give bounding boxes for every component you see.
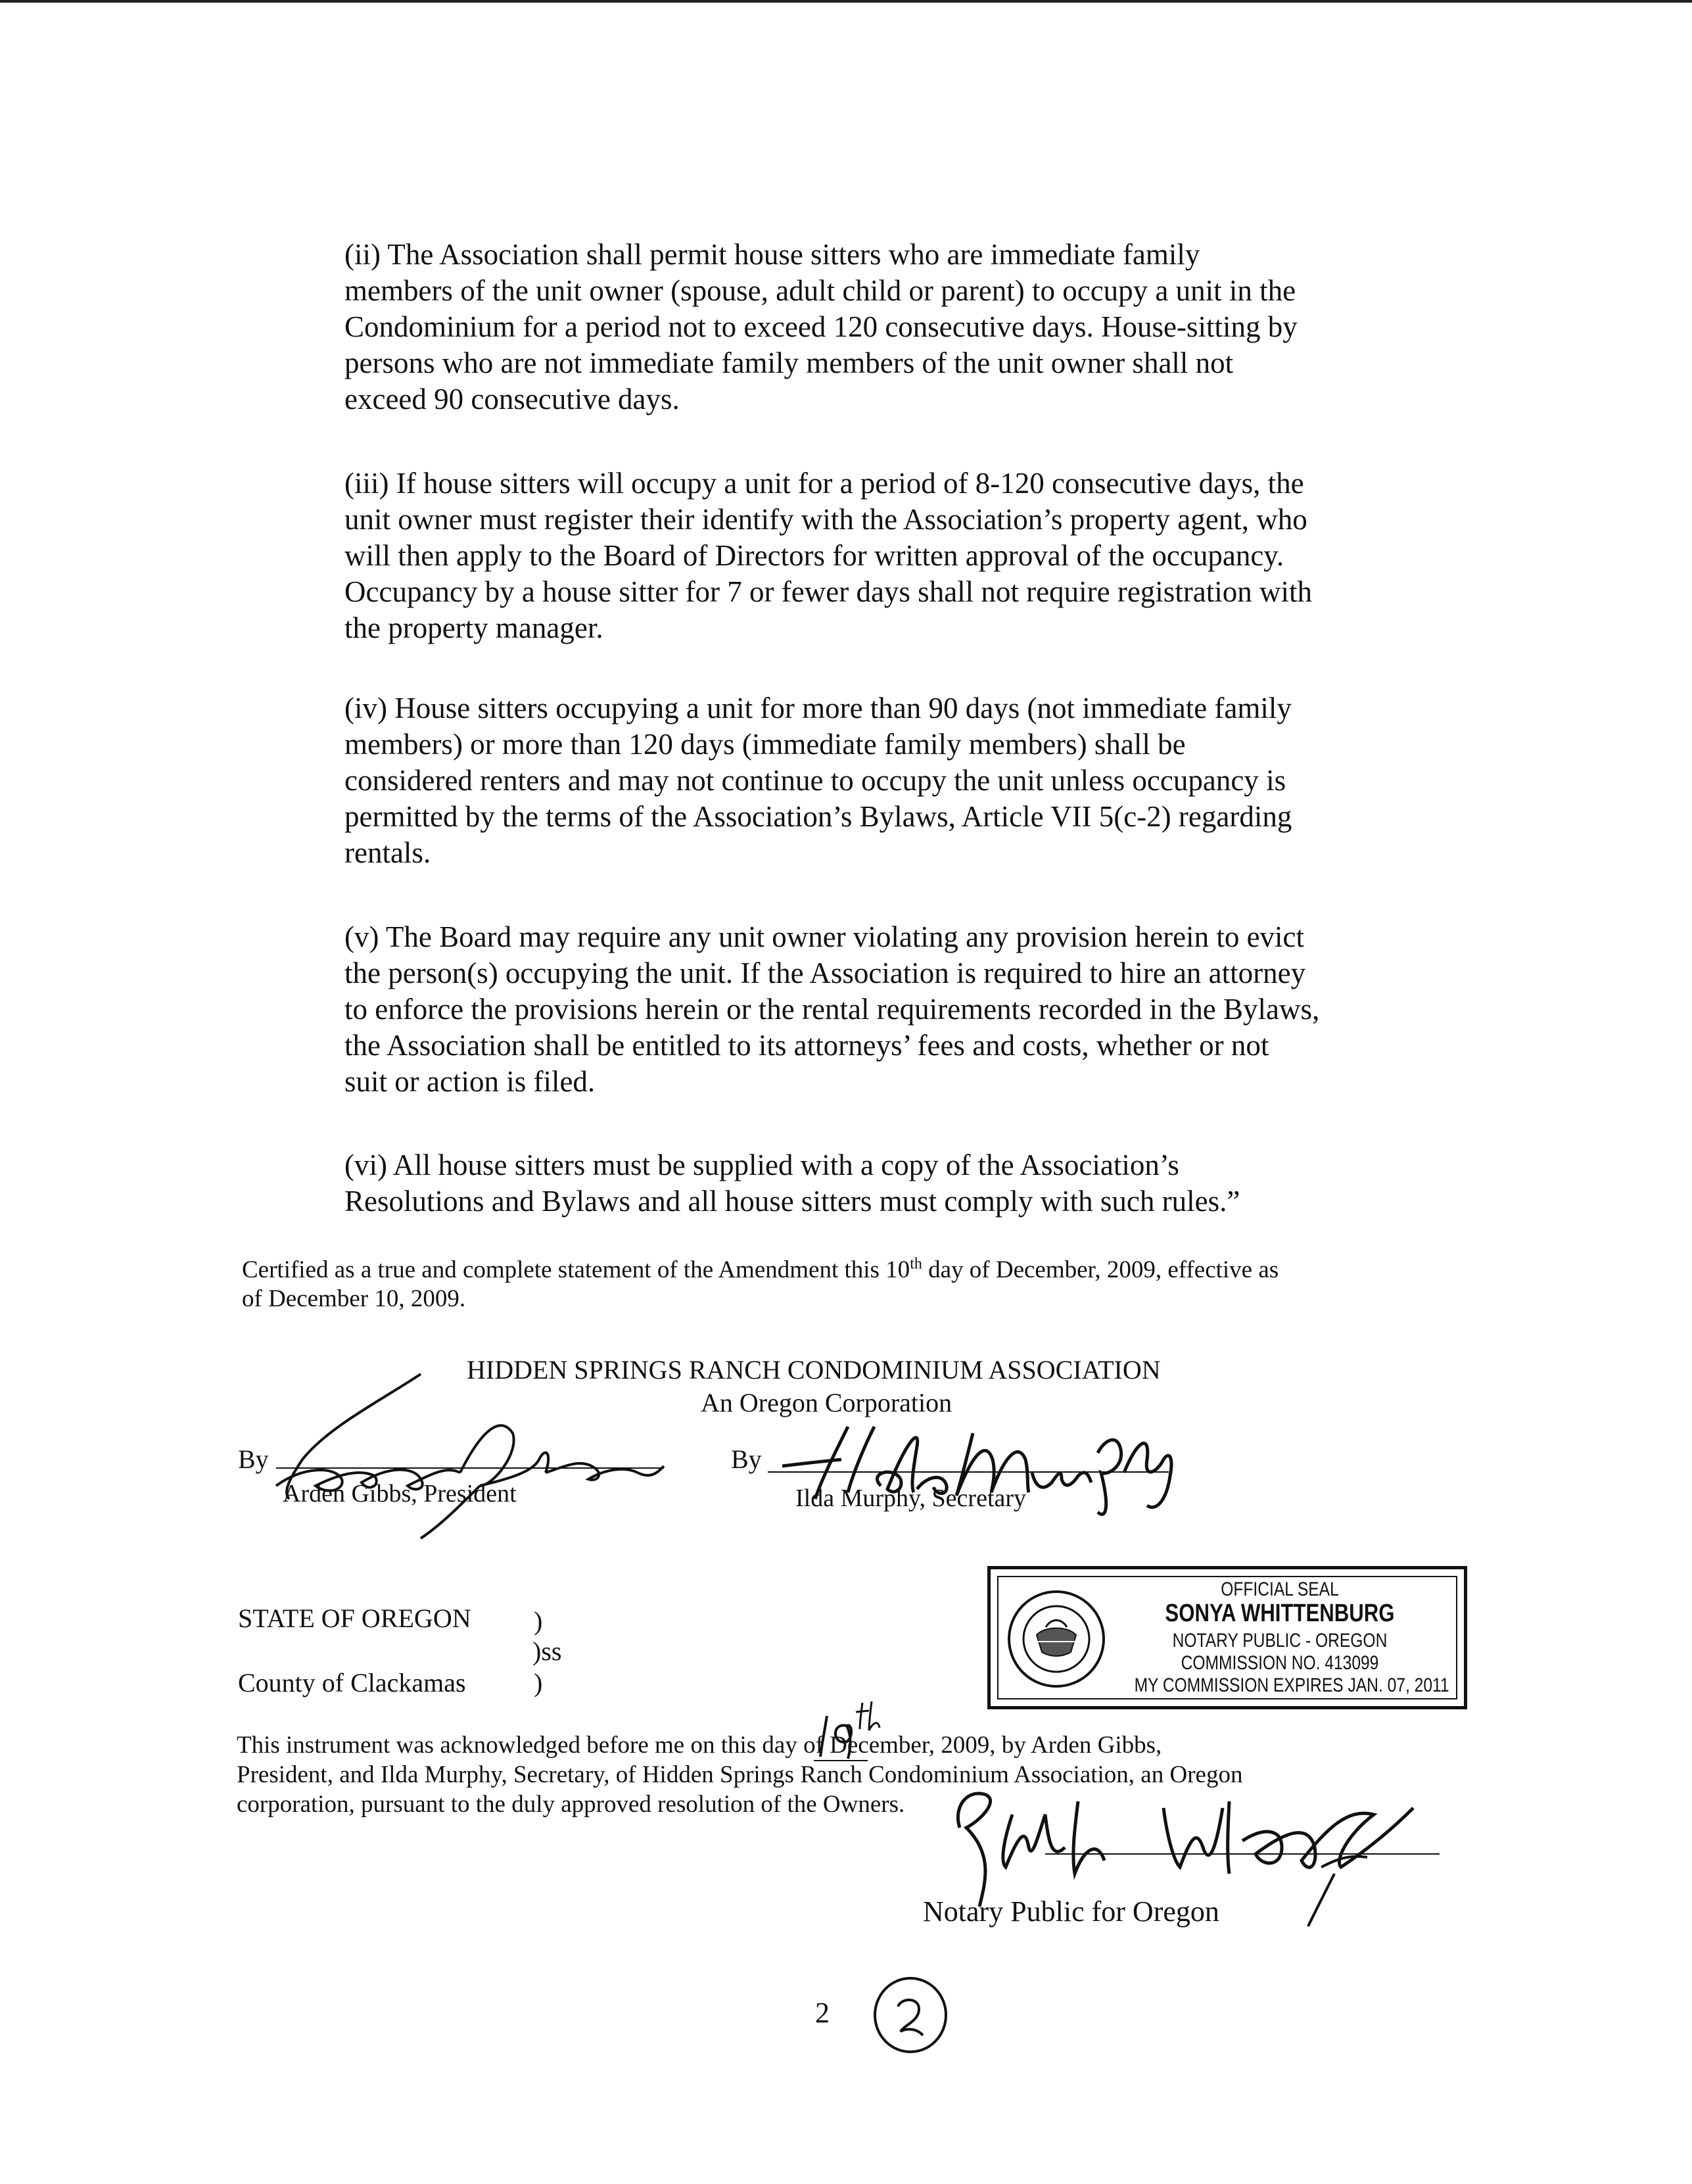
acknowledgment-line: This instrument was acknowledged before me on this day of December, 2009, by Arden Gibbs, <box>237 1732 1162 1759</box>
acknowledgment-line: President, and Ilda Murphy, Secretary, of Hidden Springs Ranch Condominium Association, an Oregon <box>237 1761 1243 1788</box>
notary-seal <box>987 1566 1467 1709</box>
seal-jurisdiction: NOTARY PUBLIC - OREGON <box>1172 1630 1388 1651</box>
text-line: suit or action is filed. <box>344 1065 596 1098</box>
venue-bracket: ) <box>534 1606 543 1636</box>
text-line: members) or more than 120 days (immediate family members) shall be <box>344 728 1186 761</box>
certification-statement <box>242 1256 1279 1314</box>
seal-title: OFFICIAL SEAL <box>1221 1579 1339 1600</box>
scan-border <box>0 0 1692 3</box>
acknowledgment-line: corporation, pursuant to the duly approved resolution of the Owners. <box>237 1791 905 1818</box>
text-line: (iii) If house sitters will occupy a unit for a period of 8-120 consecutive days, the <box>344 467 1304 500</box>
handwritten-page-number <box>868 1972 953 2058</box>
seal-expiration: MY COMMISSION EXPIRES JAN. 07, 2011 <box>1134 1674 1449 1696</box>
text-line: rentals. <box>344 836 431 869</box>
signature-arden-gibbs <box>263 1354 684 1545</box>
text-line: Resolutions and Bylaws and all house sitters must comply with such rules.” <box>344 1185 1240 1218</box>
text-line: Occupancy by a house sitter for 7 or fewer days shall not require registration with <box>344 575 1313 608</box>
signer-president: Arden Gibbs, President <box>283 1480 517 1507</box>
signer-secretary: Ilda Murphy, Secretary <box>795 1484 1027 1512</box>
text-line: exceed 90 consecutive days. <box>344 383 680 415</box>
text-line: considered renters and may not continue to occupy the unit unless occupancy is <box>344 764 1286 797</box>
ordinal-suffix: th <box>910 1255 922 1273</box>
certification-line-2: of December 10, 2009. <box>242 1285 466 1312</box>
text-line: Condominium for a period not to exceed 120 consecutive days. House-sitting by <box>344 310 1298 343</box>
seal-notary-name: SONYA WHITTENBURG <box>1165 1600 1395 1627</box>
text-line: unit owner must register their identify with the Association’s property agent, who <box>344 503 1307 536</box>
by-label-president: By <box>238 1444 269 1474</box>
paragraph-iv <box>344 690 1436 871</box>
paragraph-ii <box>344 237 1436 417</box>
text-line: members of the unit owner (spouse, adult child or parent) to occupy a unit in the <box>344 274 1296 307</box>
paragraph-v <box>344 919 1436 1100</box>
certification-text: Certified as a true and complete statement of the Amendment this 10 <box>242 1256 910 1283</box>
text-line: the Association shall be entitled to its attorneys’ fees and costs, whether or not <box>344 1029 1269 1062</box>
venue-ss: )ss <box>532 1636 562 1666</box>
paragraph-vi <box>344 1147 1436 1220</box>
venue-state: STATE OF OREGON <box>238 1603 471 1633</box>
page-number: 2 <box>815 1997 830 2029</box>
text-line: (v) The Board may require any unit owner violating any provision herein to evict <box>344 920 1305 953</box>
certification-line-1 <box>242 1256 1279 1285</box>
text-line: will then apply to the Board of Directors for written approval of the occupancy. <box>344 539 1284 572</box>
text-line: the person(s) occupying the unit. If the Association is required to hire an attorney <box>344 957 1306 989</box>
text-line: the property manager. <box>344 611 603 644</box>
corporation-type: An Oregon Corporation <box>701 1388 952 1417</box>
handwritten-day <box>812 1696 898 1762</box>
paragraph-iii <box>344 465 1436 646</box>
text-line: to enforce the provisions herein or the rental requirements recorded in the Bylaws, <box>344 993 1320 1026</box>
venue-county: County of Clackamas <box>238 1668 466 1697</box>
text-line: persons who are not immediate family members of the unit owner shall not <box>344 346 1234 379</box>
text-line: (ii) The Association shall permit house sitters who are immediate family <box>344 238 1200 271</box>
notary-public-label: Notary Public for Oregon <box>923 1895 1219 1928</box>
text-line: permitted by the terms of the Association’s Bylaws, Article VII 5(c-2) regarding <box>344 800 1292 833</box>
text-line: (vi) All house sitters must be supplied with a copy of the Association’s <box>344 1149 1179 1181</box>
seal-commission-number: COMMISSION NO. 413099 <box>1181 1652 1379 1674</box>
oregon-state-seal-icon <box>1005 1581 1110 1697</box>
text-line: (iv) House sitters occupying a unit for more than 90 days (not immediate family <box>344 692 1292 724</box>
by-label-secretary: By <box>731 1444 762 1474</box>
association-name: HIDDEN SPRINGS RANCH CONDOMINIUM ASSOCIATION <box>467 1355 1161 1385</box>
venue-bracket: ) <box>534 1668 543 1697</box>
certification-text: day of December, 2009, effective as <box>922 1256 1279 1283</box>
